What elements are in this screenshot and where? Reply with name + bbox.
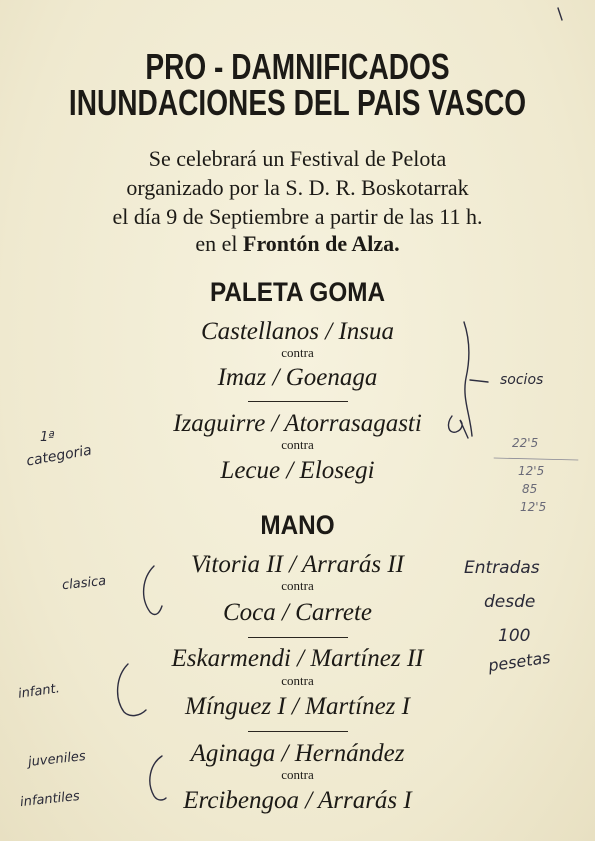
- title-line-2: INUNDACIONES DEL PAIS VASCO: [68, 82, 527, 123]
- mano-match-3-contra: contra: [281, 767, 314, 782]
- mano-match-2-team-a: Eskarmendi / Martínez II: [171, 645, 424, 672]
- note-categoria: categoria: [25, 442, 93, 470]
- mano-match-2-team-b: Mínguez I / Martínez I: [185, 693, 410, 720]
- corner-mark: [558, 8, 562, 20]
- bracket-paleta-tick: [470, 380, 488, 382]
- paleta-match-1-contra: contra: [281, 345, 314, 360]
- note-juveniles: juveniles: [27, 749, 87, 770]
- ampersand-mark: [449, 416, 468, 438]
- note-price-4: 12'5: [520, 500, 547, 514]
- venue-name: Frontón de Alza.: [243, 231, 400, 256]
- note-infantiles: infantiles: [19, 788, 81, 811]
- paleta-match-2-contra: contra: [281, 437, 314, 452]
- intro-line-1: Se celebrará un Festival de Pelota: [148, 146, 447, 171]
- note-price-3: 85: [522, 482, 538, 496]
- note-categoria-num: 1ª: [40, 430, 55, 445]
- paleta-match-2-team-a: Izaguirre / Atorrasagasti: [173, 410, 422, 437]
- paleta-match-2-team-b: Lecue / Elosegi: [220, 457, 375, 484]
- bracket-mano-1: [144, 566, 162, 614]
- note-entradas-1: Entradas: [464, 558, 540, 578]
- bracket-mano-3: [150, 756, 166, 800]
- note-infant: infant.: [17, 681, 61, 702]
- intro-line-3: el día 9 de Septiembre a partir de las 11 h.: [112, 204, 483, 229]
- paleta-match-1-team-a: Castellanos / Insua: [200, 318, 395, 345]
- note-price-1: 22'5: [512, 436, 539, 450]
- bracket-mano-2: [118, 664, 146, 716]
- mano-match-1-contra: contra: [281, 578, 314, 593]
- mano-match-2-contra: contra: [281, 673, 314, 688]
- paleta-match-1-team-b: Imaz / Goenaga: [217, 364, 378, 391]
- title-line-1: PRO - DAMNIFICADOS: [145, 46, 450, 87]
- section-heading-mano: MANO: [260, 510, 335, 540]
- note-socios: socios: [500, 372, 544, 388]
- note-entradas-4: pesetas: [486, 647, 552, 676]
- intro-line-2: organizado por la S. D. R. Boskotarrak: [126, 175, 469, 200]
- note-entradas-3: 100: [498, 626, 531, 646]
- faint-line-right: [494, 458, 578, 460]
- mano-match-1-team-b: Coca / Carrete: [222, 599, 373, 626]
- section-heading-paleta: PALETA GOMA: [209, 277, 386, 307]
- mano-match-3-team-b: Ercibengoa / Arrarás I: [183, 787, 412, 814]
- note-price-2: 12'5: [518, 464, 545, 478]
- intro-line-4-prefix: en el: [195, 231, 243, 256]
- mano-match-3-team-a: Aginaga / Hernández: [190, 740, 405, 767]
- note-entradas-2: desde: [484, 592, 536, 612]
- bracket-paleta-right: [464, 322, 472, 436]
- note-clasica: clasica: [61, 573, 107, 594]
- mano-match-1-team-a: Vitoria II / Arrarás II: [191, 551, 404, 578]
